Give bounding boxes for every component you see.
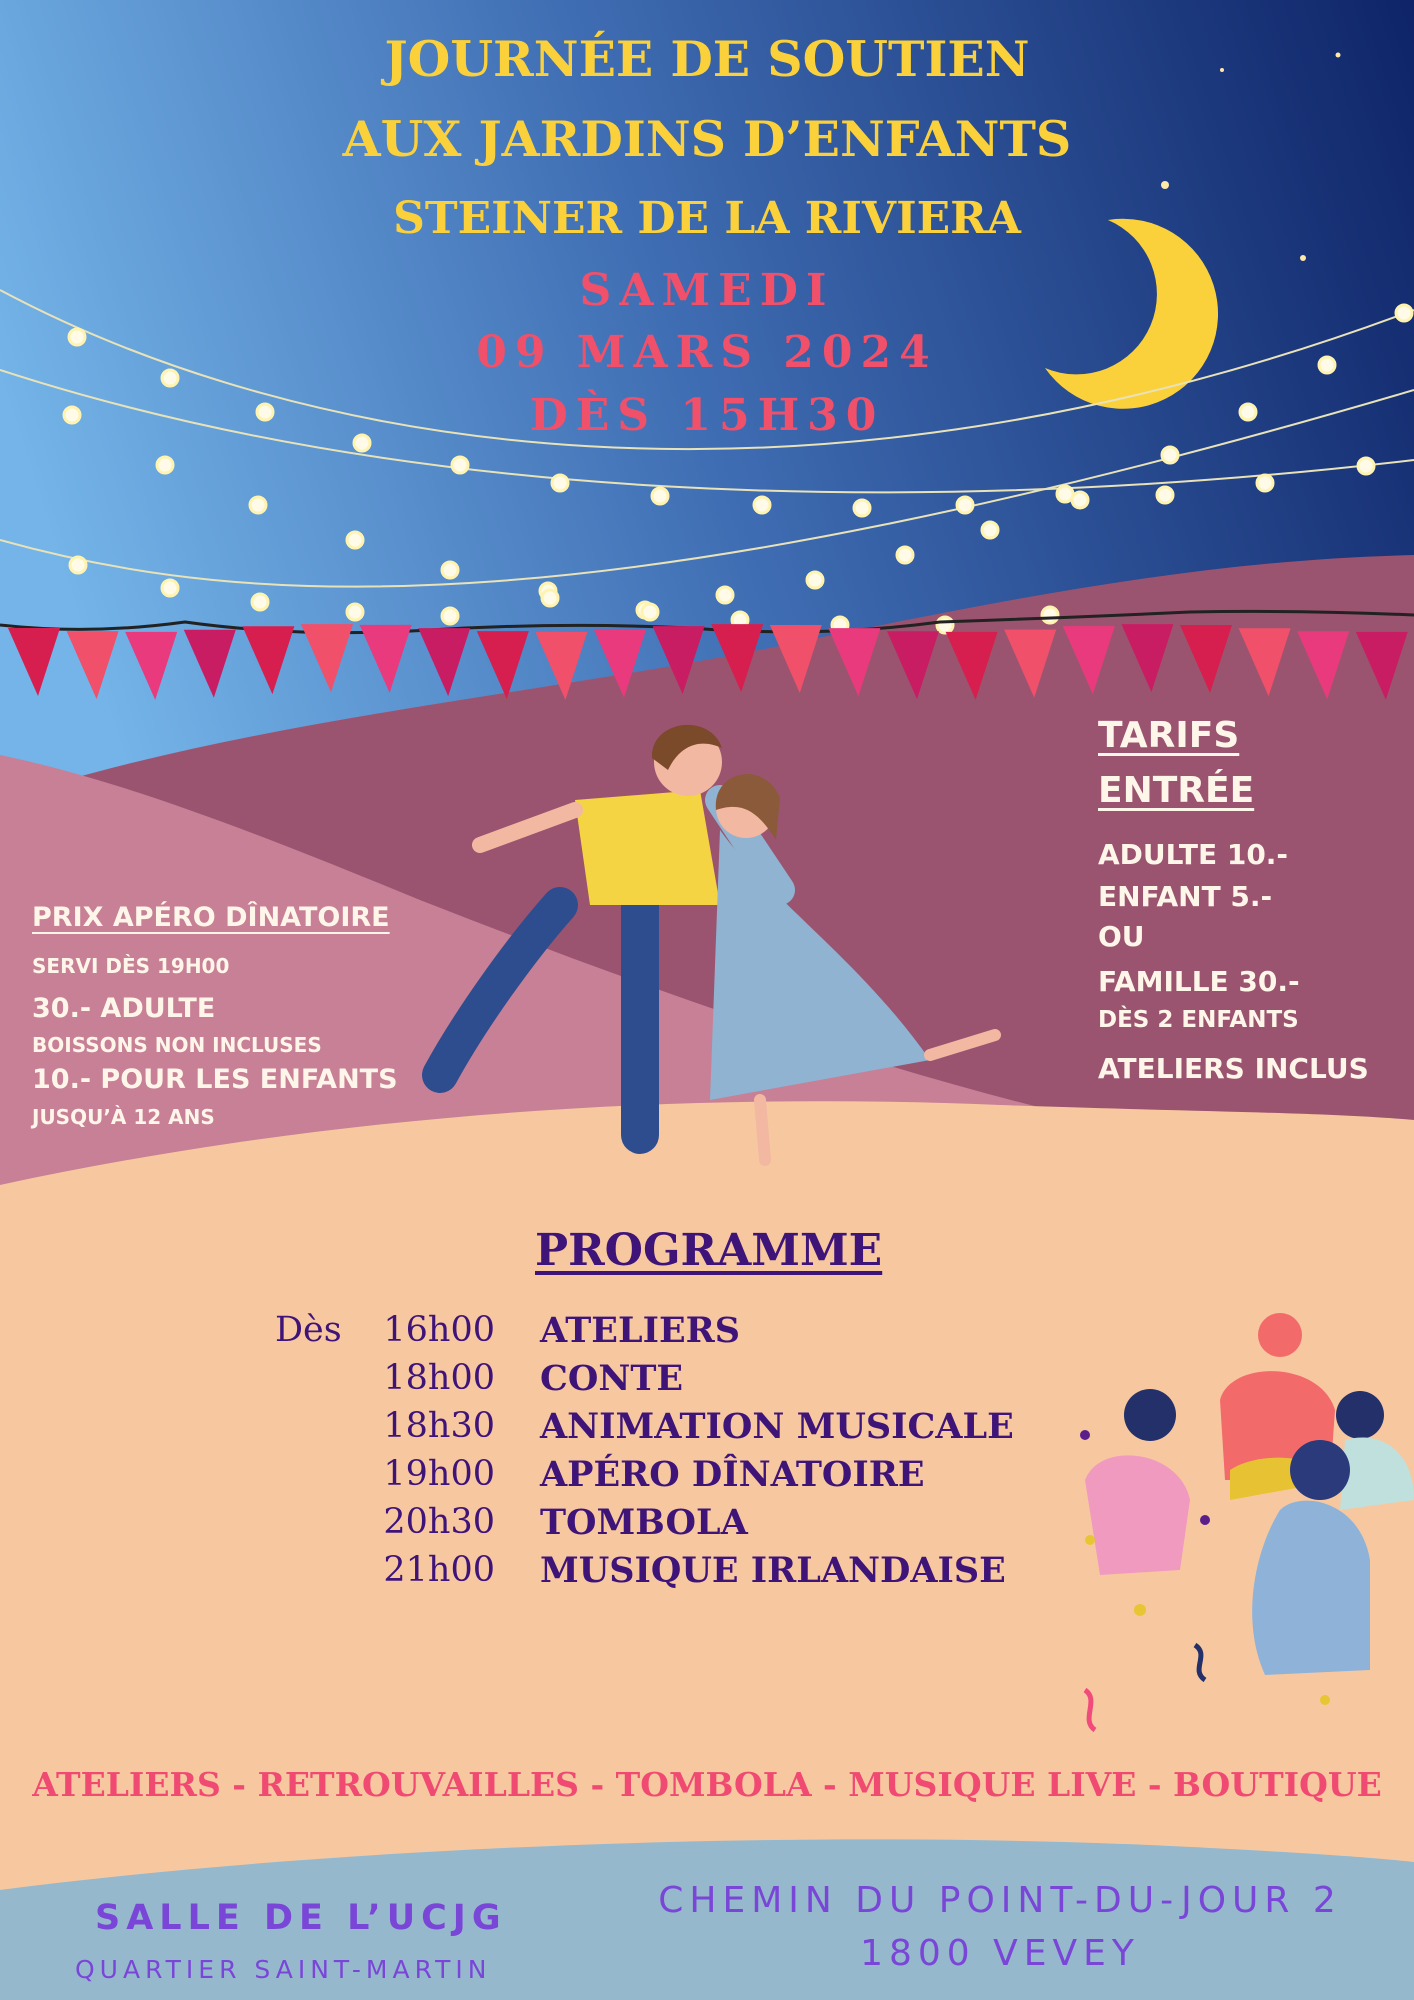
light-bulb [1162,447,1178,463]
programme-item: ANIMATION MUSICALE [540,1406,1014,1447]
programme-time: 20h30 [383,1502,495,1542]
apero-age-note: JUSQU’À 12 ANS [32,1105,215,1129]
tarif-family-note: DÈS 2 ENFANTS [1098,1007,1299,1033]
programme-item: MUSIQUE IRLANDAISE [540,1550,1006,1591]
light-bulb [347,604,363,620]
light-bulb [442,562,458,578]
venue-street: CHEMIN DU POINT-DU-JOUR 2 [658,1880,1342,1921]
light-bulb [162,580,178,596]
light-bulb [754,497,770,513]
activities-banner: ATELIERS - RETROUVAILLES - TOMBOLA - MUSIQUE LIVE - BOUTIQUE [32,1765,1382,1804]
programme-item: CONTE [540,1358,684,1399]
apero-children-price: 10.- POUR LES ENFANTS [32,1064,398,1095]
light-bulb [1257,475,1273,491]
programme-time: 18h00 [383,1358,495,1398]
title-line-2: AUX JARDINS D’ENFANTS [342,110,1072,168]
light-bulb [442,608,458,624]
programme-heading: PROGRAMME [535,1225,883,1276]
tarifs-heading-line-1: TARIFS [1098,715,1240,756]
tarif-adult: ADULTE 10.- [1098,838,1289,871]
light-bulb [807,572,823,588]
programme-time: 21h00 [383,1550,495,1590]
light-bulb [347,532,363,548]
apero-adult-price: 30.- ADULTE [32,993,216,1024]
light-bulb [717,587,733,603]
light-bulb [642,604,658,620]
title-line-1: JOURNÉE DE SOUTIEN [384,30,1030,88]
light-bulb [552,475,568,491]
venue-name: SALLE DE L’UCJG [95,1898,507,1938]
tarif-workshops: ATELIERS INCLUS [1098,1052,1369,1085]
title-line-3: STEINER DE LA RIVIERA [393,193,1021,244]
tarif-or: OU [1098,920,1145,953]
programme-prefix: Dès [275,1310,342,1350]
tarif-child: ENFANT 5.- [1098,880,1273,913]
light-bulb [452,457,468,473]
light-bulb [70,557,86,573]
venue-district: QUARTIER SAINT-MARTIN [75,1955,492,1984]
tarif-family: FAMILLE 30.- [1098,965,1300,998]
programme-item: TOMBOLA [540,1502,748,1543]
apero-drinks-note: BOISSONS NON INCLUSES [32,1033,322,1057]
event-start-time: DÈS 15H30 [529,390,885,441]
event-day: SAMEDI [579,265,835,316]
programme-time: 19h00 [383,1454,495,1494]
light-bulb [957,497,973,513]
light-bulb [250,497,266,513]
light-bulb [652,488,668,504]
apero-served: SERVI DÈS 19H00 [32,954,230,978]
light-bulb [854,500,870,516]
light-bulb [1157,487,1173,503]
apero-heading: PRIX APÉRO DÎNATOIRE [32,902,390,933]
programme-item: APÉRO DÎNATOIRE [540,1454,925,1495]
light-bulb [1042,607,1058,623]
programme-time: 18h30 [383,1406,495,1446]
light-bulb [937,617,953,633]
light-bulb [1072,492,1088,508]
light-bulb [1358,458,1374,474]
light-bulb [542,590,558,606]
light-bulb [252,594,268,610]
venue-city: 1800 VEVEY [860,1933,1140,1974]
light-bulb [982,522,998,538]
light-bulb [157,457,173,473]
programme-item: ATELIERS [540,1310,740,1351]
programme-time: 16h00 [383,1310,495,1350]
event-date: 09 MARS 2024 [476,327,938,378]
tarifs-heading-line-2: ENTRÉE [1098,770,1255,811]
light-bulb [897,547,913,563]
